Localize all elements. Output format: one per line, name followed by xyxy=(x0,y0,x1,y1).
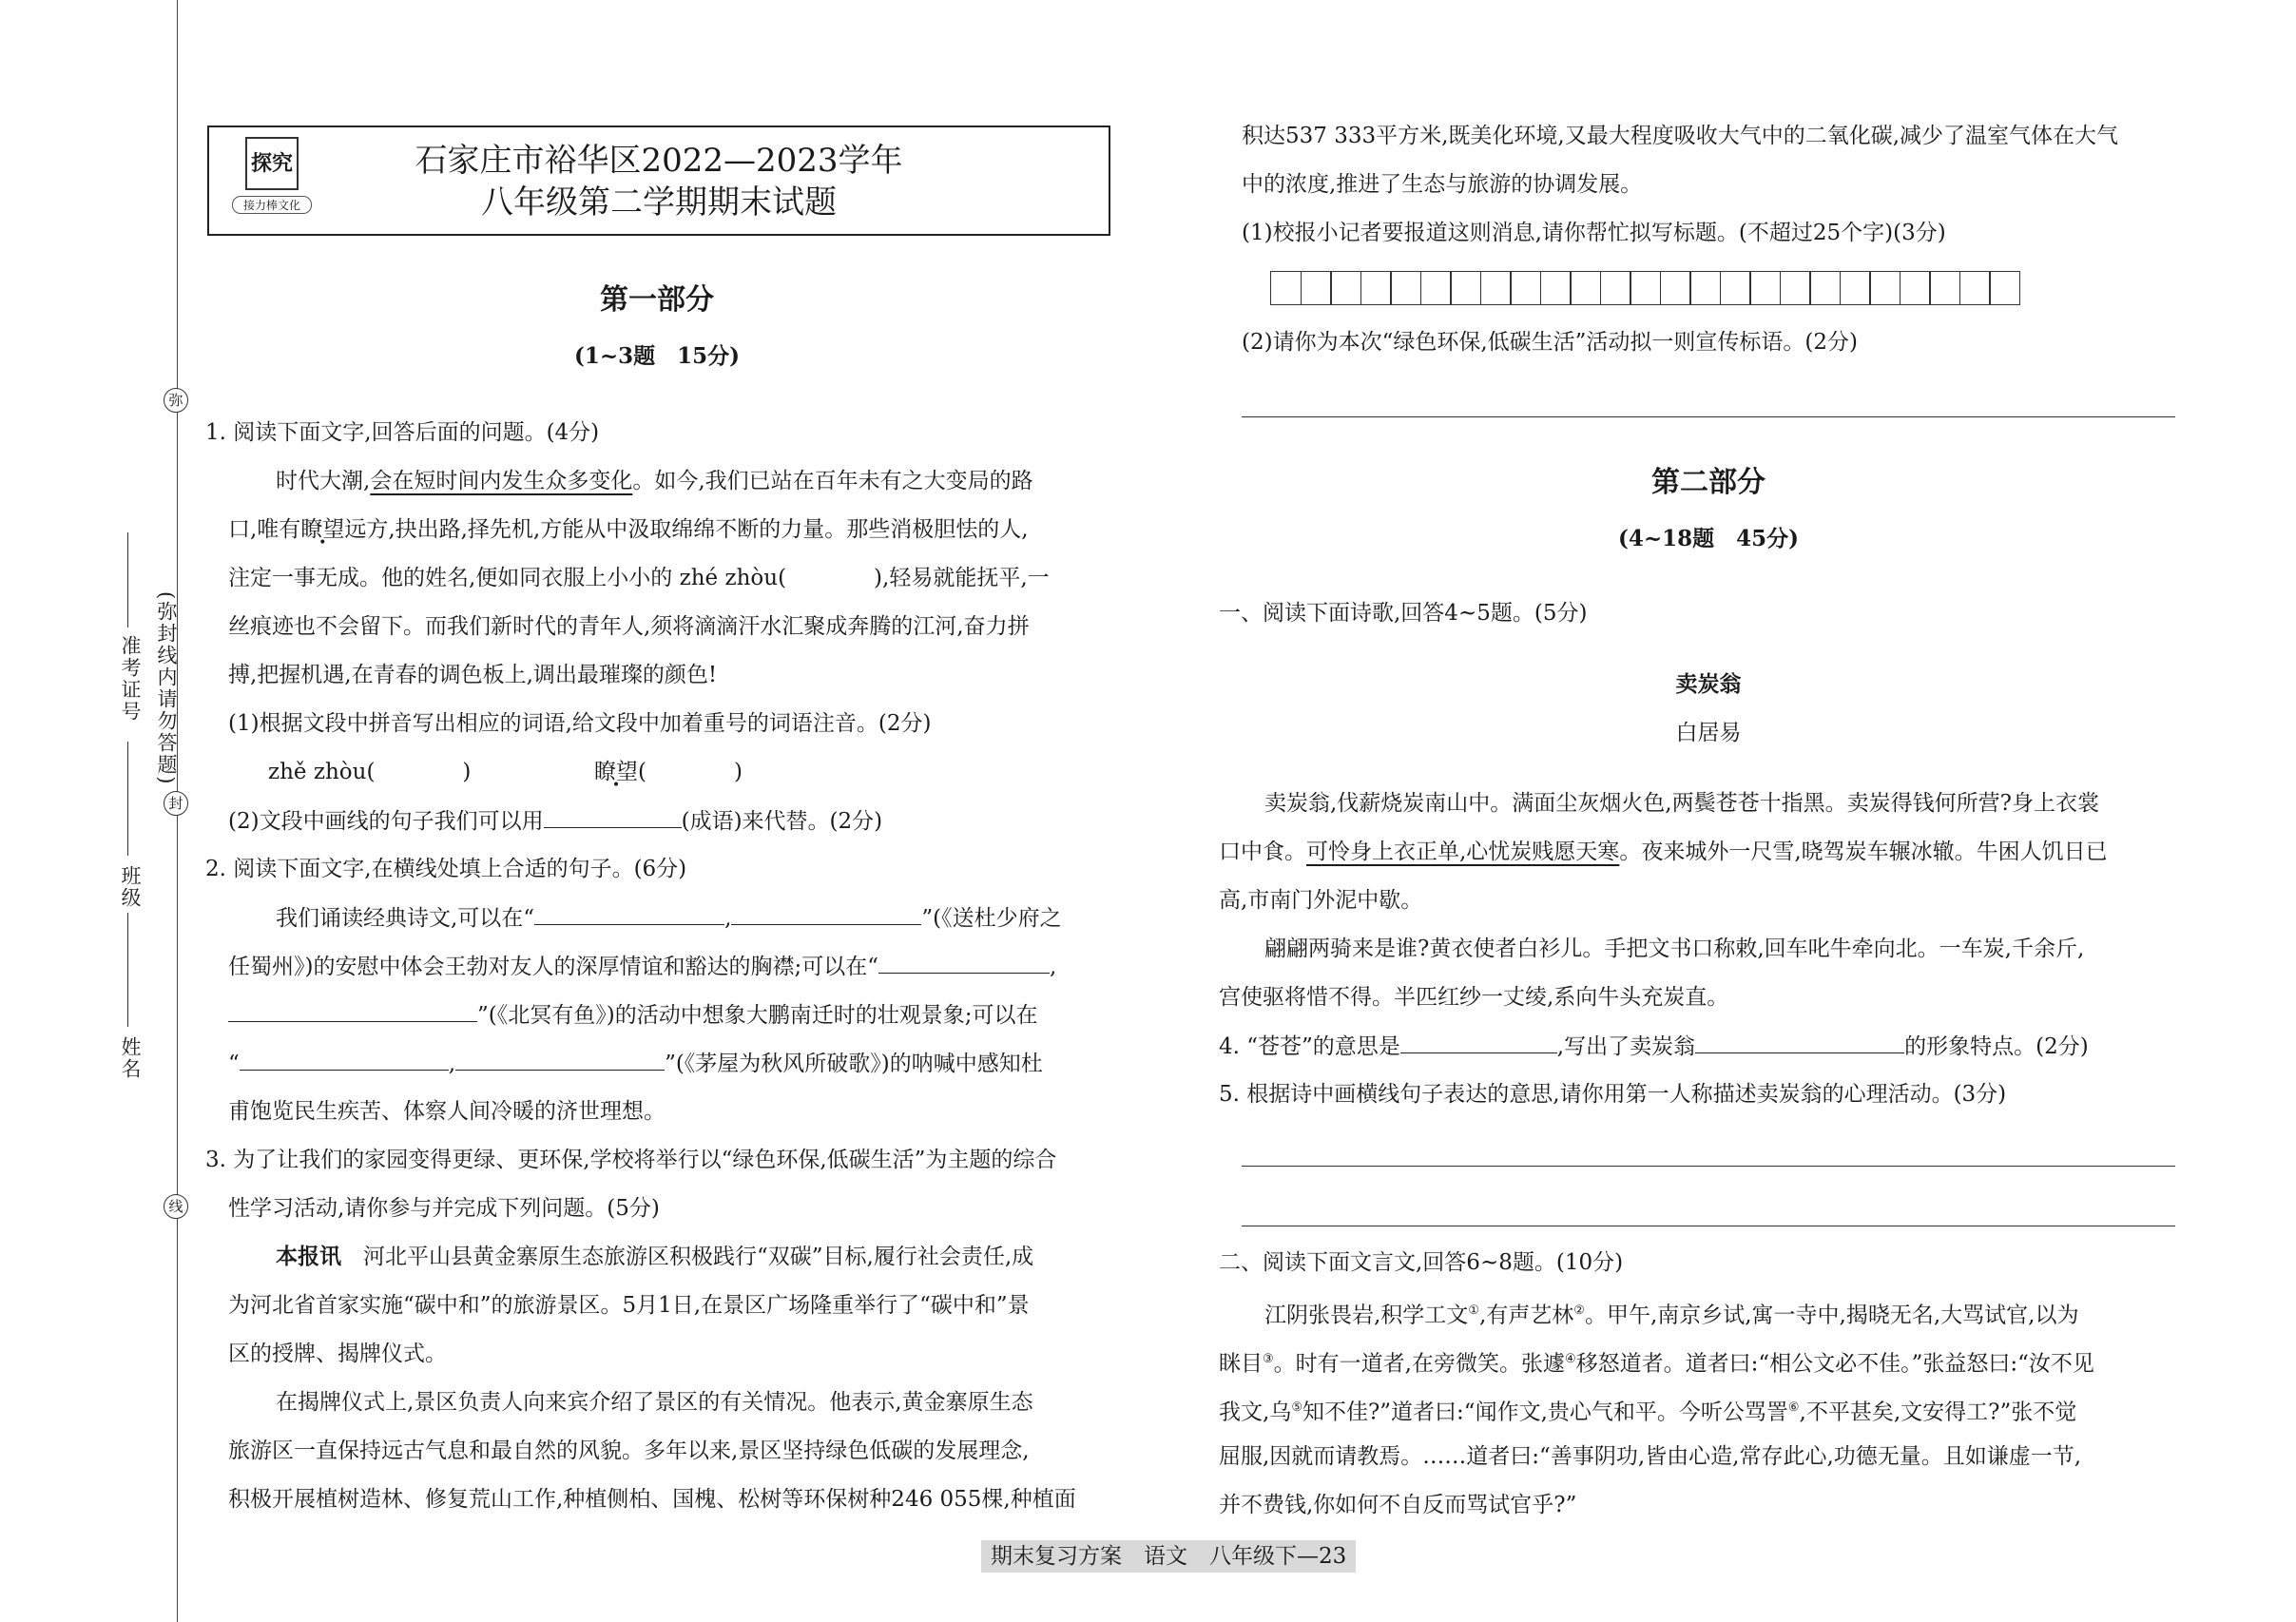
q3-news-line6: 积极开展植树造林、修复荒山工作,种植侧柏、国槐、松树等环保树种246 055棵,种植面 xyxy=(228,1487,1076,1512)
q1-passage-line5: 搏,把握机遇,在青春的调色板上,调出最璀璨的颜色! xyxy=(228,663,718,687)
q2-blank-2[interactable] xyxy=(731,901,921,925)
q1-sub2: (2)文段中画线的句子我们可以用 (成语)来代替。(2分) xyxy=(228,804,882,838)
q3-slogan-answer-line[interactable] xyxy=(1242,416,2175,417)
poem-line2: 口中食。可怜身上衣正单,心忧炭贱愿天寒。夜来城外一尺雪,晓驾炭车辗冰辙。牛困人饥日已 xyxy=(1219,840,2108,864)
class-line xyxy=(127,742,128,856)
q3-news-line8: 中的浓度,推进了生态与旅游的协调发展。 xyxy=(1242,172,1643,197)
label-exam-number: 准考证号 xyxy=(119,635,142,723)
q3-sub2: (2)请你为本次“绿色环保,低碳生活”活动拟一则宣传标语。(2分) xyxy=(1242,330,1858,355)
poem-underlined-line: 可怜身上衣正单,心忧炭贱愿天寒 xyxy=(1306,840,1620,864)
header-box xyxy=(207,126,1110,236)
q1-passage-line2: 口,唯有瞭望远方,抉出路,择先机,方能从中汲取绵绵不断的力量。那些消极胆怯的人, xyxy=(228,517,1029,542)
q1-passage-line1: 时代大潮,会在短时间内发生众多变化。如今,我们已站在百年未有之大变局的路 xyxy=(276,469,1033,493)
q2-blank-6[interactable] xyxy=(455,1047,665,1071)
label-class: 班级 xyxy=(119,865,142,909)
name-line xyxy=(127,913,128,1027)
classical-line4: 屈服,因就而请教焉。……道者曰:“善事阴功,皆由心造,常存此心,功德无量。且如谦虚一节, xyxy=(1219,1444,2082,1469)
q1-passage-line4: 丝痕迹也不会留下。而我们新时代的青年人,须将滴滴汗水汇聚成奔腾的江河,奋力拼 xyxy=(228,614,1030,639)
q4: 4. “苍苍”的意思是 ,写出了卖炭翁 的形象特点。(2分) xyxy=(1219,1030,2089,1063)
q1-idiom-blank[interactable] xyxy=(544,804,682,828)
poem-title: 卖炭翁 xyxy=(1675,671,1742,697)
seal-circle-1: 弥 xyxy=(164,388,188,413)
classical-section-stem: 二、阅读下面文言文,回答6~8题。(10分) xyxy=(1219,1250,1624,1275)
q3-news-line1: 本报讯 河北平山县黄金寨原生态旅游区积极践行“双碳”目标,履行社会责任,成 xyxy=(276,1244,1034,1269)
q2-line3: ”(《北冥有鱼》)的活动中想象大鹏南迁时的壮观景象;可以在 xyxy=(228,998,1037,1032)
q3-news-line2: 为河北省首家实施“碳中和”的旅游景区。5月1日,在景区广场隆重举行了“碳中和”景 xyxy=(228,1293,1030,1318)
q3-sub1: (1)校报小记者要报道这则消息,请你帮忙拟写标题。(不超过25个字)(3分) xyxy=(1242,221,1946,245)
q4-meaning-blank[interactable] xyxy=(1400,1030,1557,1053)
q2-line4: “ , ”(《茅屋为秋风所破歌》)的呐喊中感知杜 xyxy=(228,1047,1043,1080)
q1-stem: 1. 阅读下面文字,回答后面的问题。(4分) xyxy=(205,420,600,445)
q4-trait-blank[interactable] xyxy=(1695,1030,1904,1053)
part1-title: 第一部分 xyxy=(600,283,714,317)
q3-stem-line1: 3. 为了让我们的家园变得更绿、更环保,学校将举行以“绿色环保,低碳生活”为主题的综合 xyxy=(205,1148,1057,1172)
q2-line2: 任蜀州》)的安慰中体会王勃对友人的深厚情谊和豁达的胸襟;可以在“ , xyxy=(228,950,1056,983)
q3-news-line5: 旅游区一直保持远古气息和最自然的风貌。多年以来,景区坚持绿色低碳的发展理念, xyxy=(228,1439,1030,1463)
q1-sub1: (1)根据文段中拼音写出相应的词语,给文段中加着重号的词语注音。(2分) xyxy=(228,711,932,736)
q5-answer-line-1[interactable] xyxy=(1242,1166,2175,1167)
logo-subtext: 接力棒文化 xyxy=(232,196,312,214)
logo-mark: 探究 xyxy=(245,137,299,190)
q2-blank-1[interactable] xyxy=(534,901,724,925)
poem-line1: 卖炭翁,伐薪烧炭南山中。满面尘灰烟火色,两鬓苍苍十指黑。卖炭得钱何所营?身上衣裳 xyxy=(1264,791,2099,816)
q3-stem-line2: 性学习活动,请你参与并完成下列问题。(5分) xyxy=(228,1196,660,1221)
q2-line1: 我们诵读经典诗文,可以在“ , ”(《送杜少府之 xyxy=(276,901,1062,935)
exam-title-line2: 八年级第二学期期末试题 xyxy=(481,183,837,222)
classical-line1: 江阴张畏岩,积学工文①,有声艺林②。甲午,南京乡试,寓一寺中,揭晓无名,大骂试官,以为 xyxy=(1264,1303,2079,1328)
news-label: 本报讯 xyxy=(276,1244,341,1269)
q2-blank-3[interactable] xyxy=(878,950,1050,974)
q2-line5: 甫饱览民生疾苦、体察人间冷暖的济世理想。 xyxy=(228,1099,666,1124)
part2-title: 第二部分 xyxy=(1651,466,1765,499)
seal-circle-3: 线 xyxy=(164,1194,188,1219)
part2-subtitle: (4~18题 45分) xyxy=(1617,526,1800,551)
seal-circle-2: 封 xyxy=(164,791,188,816)
seal-note: (弥封线内请勿答题) xyxy=(155,591,178,786)
q1-emphasized-word: 瞭望 xyxy=(300,517,345,542)
q3-news-line7: 积达537 333平方米,既美化环境,又最大程度吸收大气中的二氧化碳,减少了温室气体在大气 xyxy=(1242,124,2119,148)
q3-news-line3: 区的授牌、揭牌仪式。 xyxy=(228,1342,447,1366)
q1-sub1-pinyin-answer[interactable]: zhě zhòu( ) xyxy=(268,760,472,784)
poem-line4: 翩翩两骑来是谁?黄衣使者白衫儿。手把文书口称敕,回车叱牛牵向北。一车炭,千余斤, xyxy=(1264,937,2085,961)
part1-subtitle: (1~3题 15分) xyxy=(573,343,741,369)
q2-stem: 2. 阅读下面文字,在横线处填上合适的句子。(6分) xyxy=(205,857,687,881)
q2-blank-4[interactable] xyxy=(228,998,477,1022)
q1-passage-line3: 注定一事无成。他的姓名,便如同衣服上小小的 zhé zhòu( ),轻易就能抚平,一 xyxy=(228,566,1050,590)
classical-line3: 我文,乌⑤知不佳?”道者曰:“闻作文,贵心气和平。今听公骂詈⑥,不平甚矣,文安得工?”张不觉 xyxy=(1219,1400,2077,1425)
exam-title-line1: 石家庄市裕华区2022—2023学年 xyxy=(415,142,903,180)
q2-blank-5[interactable] xyxy=(240,1047,449,1071)
poem-section-stem: 一、阅读下面诗歌,回答4~5题。(5分) xyxy=(1219,601,1588,626)
q1-sub1-pinyin-notation[interactable]: 瞭望( ) xyxy=(594,760,743,784)
poem-author: 白居易 xyxy=(1675,721,1742,745)
classical-line2: 眯目③。时有一道者,在旁微笑。张遽④移怒道者。道者曰:“相公文必不佳。”张益怒曰:“汝不见 xyxy=(1219,1351,2094,1377)
page-footer: 期末复习方案 语文 八年级下—23 xyxy=(981,1540,1356,1573)
q3-news-line4: 在揭牌仪式上,景区负责人向来宾介绍了景区的有关情况。他表示,黄金寨原生态 xyxy=(276,1390,1033,1415)
classical-line5: 并不费钱,你如何不自反而骂试官乎?” xyxy=(1219,1493,1577,1517)
q1-underlined-sentence: 会在短时间内发生众多变化 xyxy=(370,469,633,493)
poem-line3: 高,市南门外泥中歇。 xyxy=(1219,888,1423,913)
label-name: 姓名 xyxy=(119,1036,142,1080)
q3-title-answer-grid[interactable] xyxy=(1270,271,2019,305)
exam-number-line xyxy=(127,532,128,628)
q5: 5. 根据诗中画横线句子表达的意思,请你用第一人称描述卖炭翁的心理活动。(3分) xyxy=(1219,1082,2007,1107)
poem-line5: 宫使驱将惜不得。半匹红纱一丈绫,系向牛头充炭直。 xyxy=(1219,985,1729,1010)
